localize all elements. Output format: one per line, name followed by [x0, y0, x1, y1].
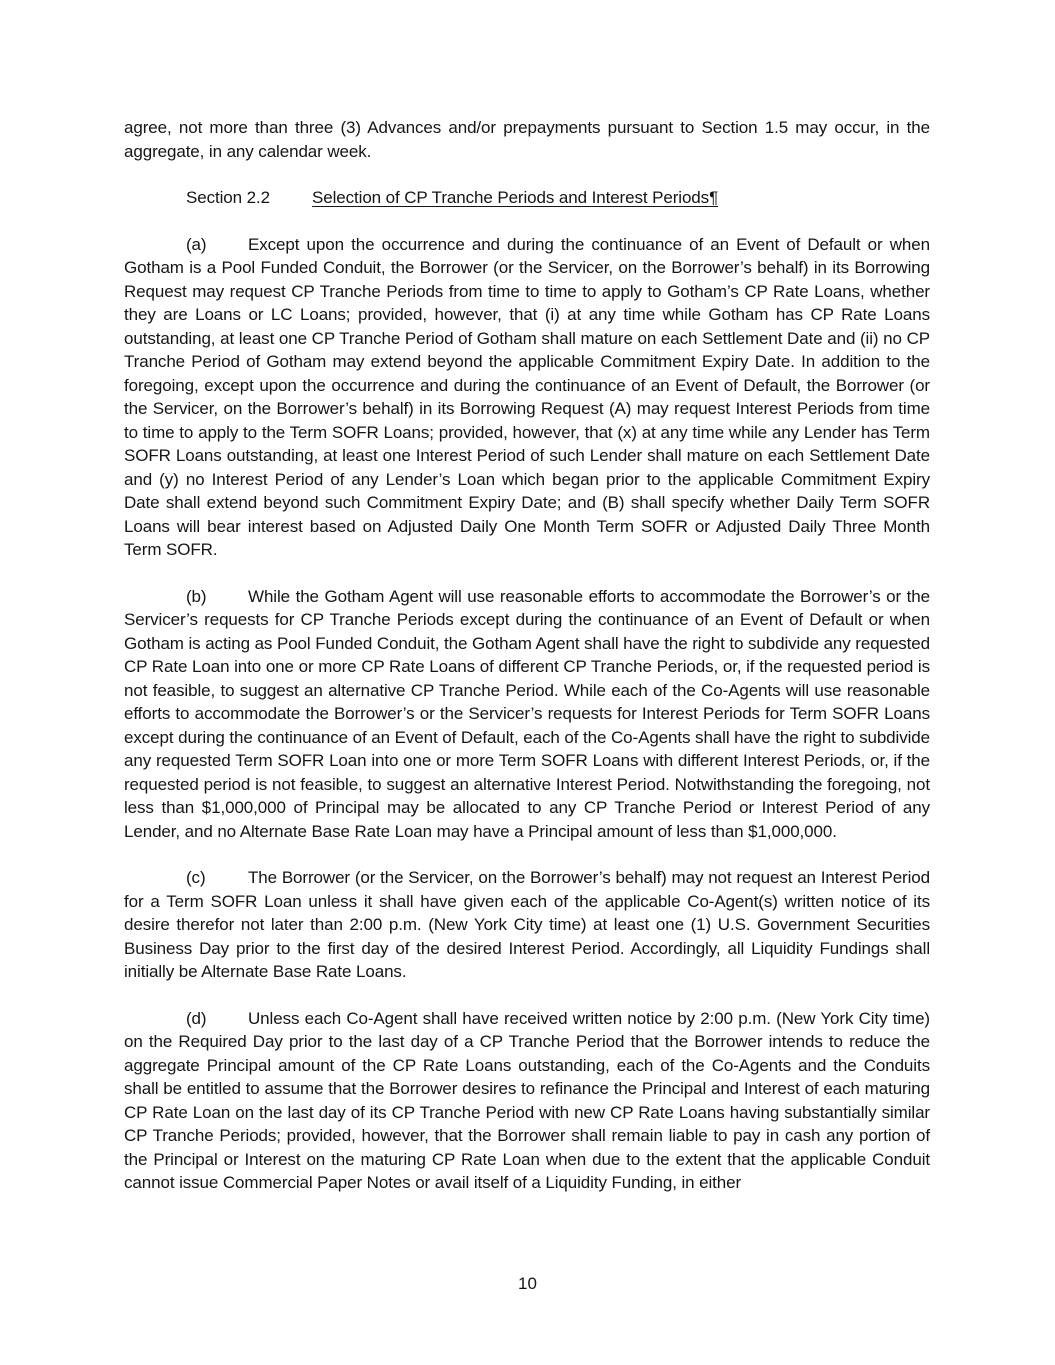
- paragraph-d: [124, 1007, 930, 1195]
- intro-paragraph-text: agree, not more than three (3) Advances and/or prepayments pursuant to Section 1.5 may occur, in the aggregate, in any calendar week.: [124, 118, 930, 161]
- intro-paragraph: [124, 116, 930, 163]
- paragraph-d-text: Unless each Co-Agent shall have received written notice by 2:00 p.m. (New York City time) on the Required Day prior to the last day of a CP Tranche Period that the Borrower intends to reduce the aggregate Principal amount of the CP Rate Loans outstanding, each of the Co-Agents and the Conduits shall be entitled to assume that the Borrower desires to refinance the Principal and Interest of each maturing CP Rate Loan on the last day of its CP Tranche Period with new CP Rate Loans having substantially similar CP Tranche Periods; provided, however, that the Borrower shall remain liable to pay in cash any portion of the Principal or Interest on the maturing CP Rate Loan when due to the extent that the applicable Conduit cannot issue Commercial Paper Notes or avail itself of a Liquidity Funding, in either: [124, 1008, 930, 1192]
- paragraph-a-text: Except upon the occurrence and during the continuance of an Event of Default or when Gotham is a Pool Funded Conduit, the Borrower (or the Servicer, on the Borrower’s behalf) in its Borrowing Request may request CP Tranche Periods from time to time to apply to Gotham’s CP Rate Loans, whether they are Loans or LC Loans; provided, however, that (i) at any time while Gotham has CP Rate Loans outstanding, at least one CP Tranche Period of Gotham shall mature on each Settlement Date and (ii) no CP Tranche Period of Gotham may extend beyond the applicable Commitment Expiry Date. In addition to the foregoing, except upon the occurrence and during the continuance of an Event of Default, the Borrower (or the Servicer, on the Borrower’s behalf) in its Borrowing Request (A) may request Interest Periods from time to time to apply to the Term SOFR Loans; provided, however, that (x) at any time while any Lender has Term SOFR Loans outstanding, at least one Interest Period of such Lender shall mature on each Settlement Date and (y) no Interest Period of any Lender’s Loan which began prior to the applicable Commitment Expiry Date shall extend beyond such Commitment Expiry Date; and (B) shall specify whether Daily Term SOFR Loans will bear interest based on Adjusted Daily One Month Term SOFR or Adjusted Daily Three Month Term SOFR.: [124, 234, 930, 559]
- paragraph-c-marker: (c): [186, 868, 206, 887]
- paragraph-c: [124, 866, 930, 984]
- paragraph-b: [124, 585, 930, 844]
- paragraph-a: [124, 233, 930, 562]
- paragraph-b-text: While the Gotham Agent will use reasonable efforts to accommodate the Borrower’s or the Servicer’s requests for CP Tranche Periods except during the continuance of an Event of Default or when Gotham is acting as Pool Funded Conduit, the Gotham Agent shall have the right to subdivide any requested CP Rate Loan into one or more CP Rate Loans of different CP Tranche Periods, or, if the requested period is not feasible, to suggest an alternative CP Tranche Period. While each of the Co-Agents will use reasonable efforts to accommodate the Borrower’s or the Servicer’s requests for Interest Periods for Term SOFR Loans except during the continuance of an Event of Default, each of the Co-Agents shall have the right to subdivide any requested Term SOFR Loan into one or more Term SOFR Loans with different Interest Periods, or, if the requested period is not feasible, to suggest an alternative Interest Period. Notwithstanding the foregoing, not less than $1,000,000 of Principal may be allocated to any CP Tranche Period or Interest Period of any Lender, and no Alternate Base Rate Loan may have a Principal amount of less than $1,000,000.: [124, 586, 931, 841]
- section-title: Selection of CP Tranche Periods and Interest Periods: [312, 188, 710, 207]
- paragraph-d-marker: (d): [186, 1008, 207, 1028]
- section-heading: [186, 186, 930, 210]
- document-content: [124, 116, 930, 1218]
- paragraph-c-text: The Borrower (or the Servicer, on the Borrower’s behalf) may not request an Interest Period for a Term SOFR Loan unless it shall have given each of the applicable Co-Agent(s) written notice of its desire therefor not later than 2:00 p.m. (New York City time) at least one (1) U.S. Government Securities Business Day prior to the first day of the desired Interest Period. Accordingly, all Liquidity Fundings shall initially be Alternate Base Rate Loans.: [124, 868, 930, 981]
- paragraph-b-marker: (b): [186, 586, 207, 606]
- paragraph-a-marker: (a): [186, 234, 207, 254]
- page-number: 10: [518, 1274, 537, 1293]
- section-number-label: Section 2.2: [186, 188, 270, 207]
- section-title-underlined: [312, 188, 718, 207]
- pilcrow-mark: ¶: [709, 188, 719, 207]
